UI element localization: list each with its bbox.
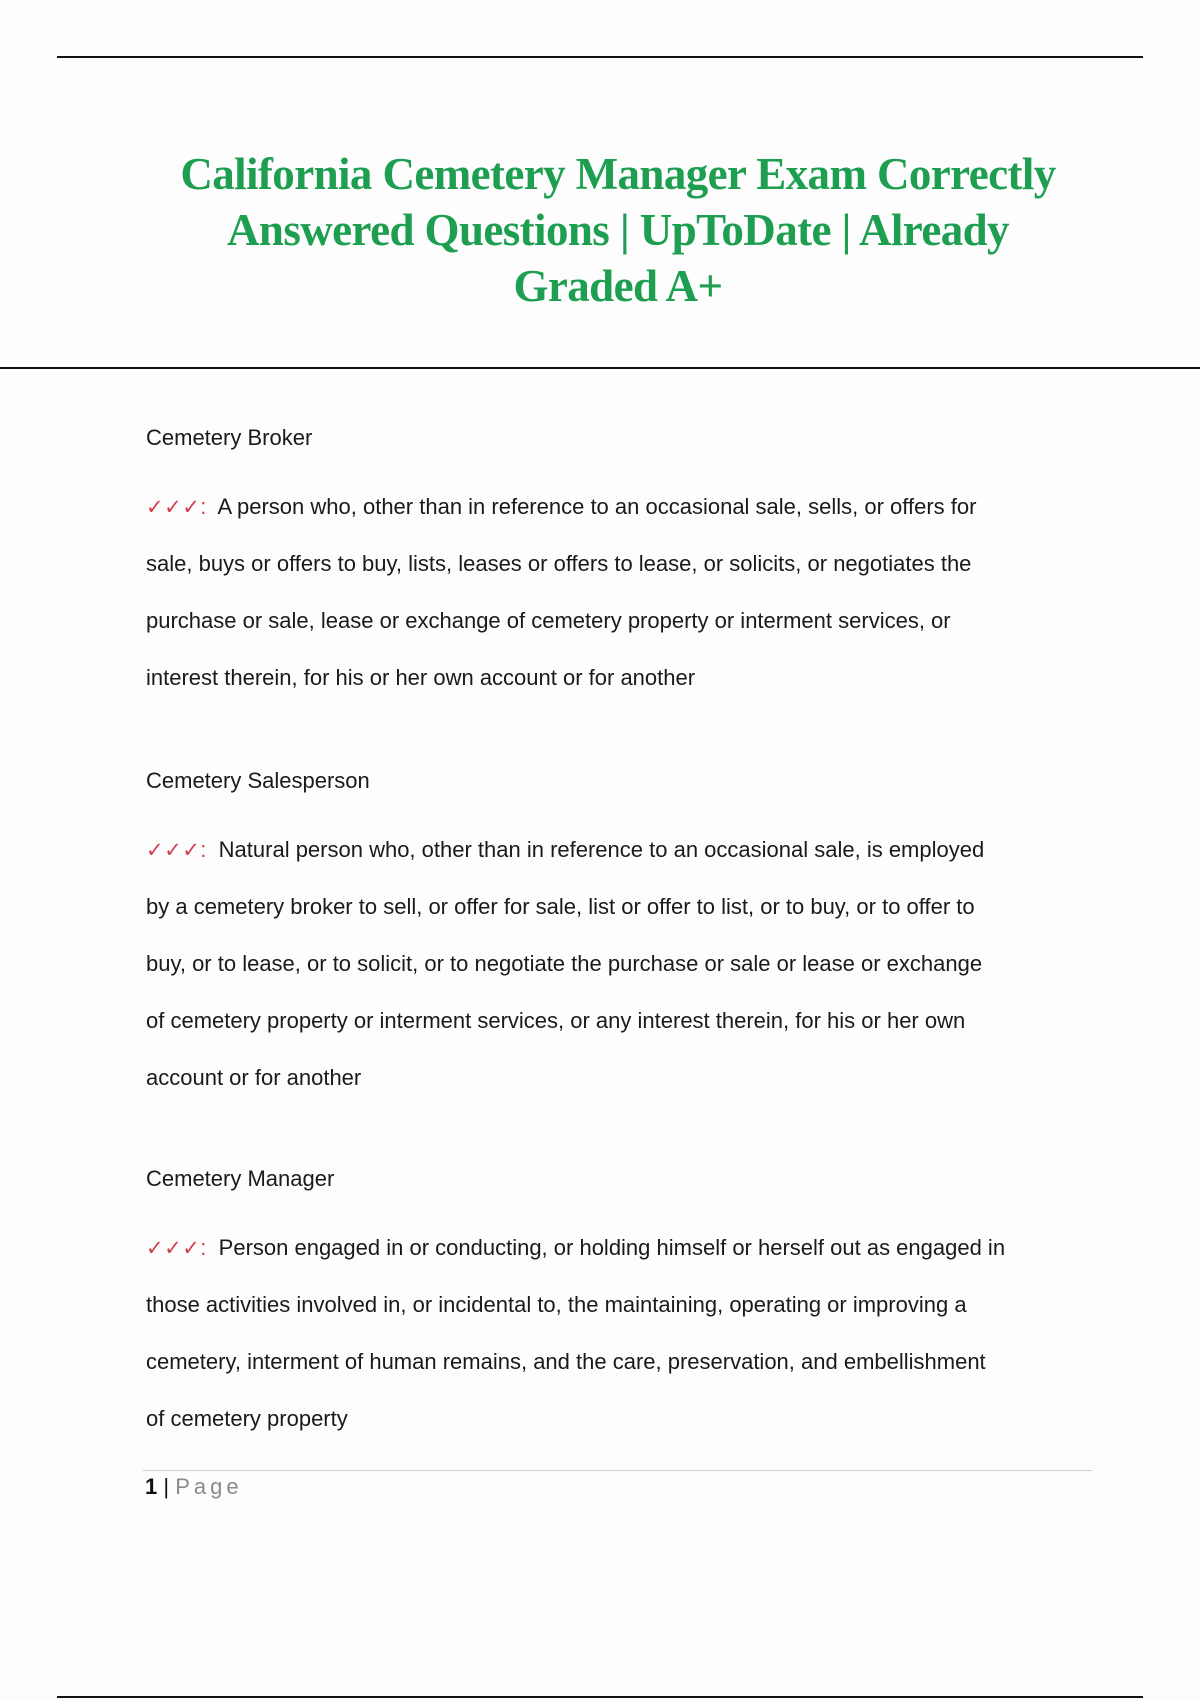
page-separator: | xyxy=(163,1474,170,1499)
bottom-rule xyxy=(57,1696,1143,1698)
entry-cemetery-broker xyxy=(146,425,1086,706)
entry-cemetery-salesperson xyxy=(146,768,1086,1106)
page-footer xyxy=(145,1474,243,1500)
definition-line: cemetery, interment of human remains, and the care, preservation, and embellishment xyxy=(146,1349,986,1374)
definition-line xyxy=(146,478,1086,535)
entry-cemetery-manager xyxy=(146,1166,1086,1447)
definition-text: A person who, other than in reference to an occasional sale, sells, or offers for xyxy=(217,494,977,519)
definition-line: purchase or sale, lease or exchange of cemetery property or interment services, or xyxy=(146,608,951,633)
entry-definition xyxy=(146,821,1086,1106)
definition-line: account or for another xyxy=(146,1065,362,1090)
checkmark-icon: ✓✓✓ xyxy=(146,496,201,519)
marker-colon: : xyxy=(200,494,207,519)
marker-colon: : xyxy=(200,837,207,862)
definition-line xyxy=(146,821,1086,878)
footer-rule xyxy=(143,1470,1092,1471)
page-number: 1 xyxy=(145,1474,158,1499)
title-line-1: California Cemetery Manager Exam Correctly xyxy=(180,149,1056,199)
definition-text: Natural person who, other than in reference to an occasional sale, is employed xyxy=(218,837,985,862)
header-rule xyxy=(0,367,1200,369)
entry-definition xyxy=(146,1219,1086,1447)
definition-line: interest therein, for his or her own account or for another xyxy=(146,665,696,690)
entry-term: Cemetery Manager xyxy=(146,1166,335,1191)
definition-line: by a cemetery broker to sell, or offer for sale, list or offer to list, or to buy, or to offer to xyxy=(146,894,975,919)
definition-line: sale, buys or offers to buy, lists, leases or offers to lease, or solicits, or negotiates the xyxy=(146,551,972,576)
entry-term: Cemetery Broker xyxy=(146,425,313,450)
checkmark-icon: ✓✓✓ xyxy=(146,1237,201,1260)
definition-line: of cemetery property or interment services, or any interest therein, for his or her own xyxy=(146,1008,966,1033)
title-line-2: Answered Questions | UpToDate | Already xyxy=(227,205,1009,255)
page-label: Page xyxy=(175,1474,243,1499)
entry-term: Cemetery Salesperson xyxy=(146,768,370,793)
top-rule xyxy=(57,56,1143,58)
definition-line: of cemetery property xyxy=(146,1406,348,1431)
definition-line xyxy=(146,1219,1086,1276)
title-line-3: Graded A+ xyxy=(513,261,723,311)
marker-colon: : xyxy=(200,1235,207,1260)
entry-definition xyxy=(146,478,1086,706)
definition-line: buy, or to lease, or to solicit, or to negotiate the purchase or sale or lease or exchange xyxy=(146,951,983,976)
definition-line: those activities involved in, or incidental to, the maintaining, operating or improving a xyxy=(146,1292,967,1317)
checkmark-icon: ✓✓✓ xyxy=(146,839,201,862)
document-title xyxy=(120,146,1116,314)
definition-text: Person engaged in or conducting, or holding himself or herself out as engaged in xyxy=(218,1235,1006,1260)
